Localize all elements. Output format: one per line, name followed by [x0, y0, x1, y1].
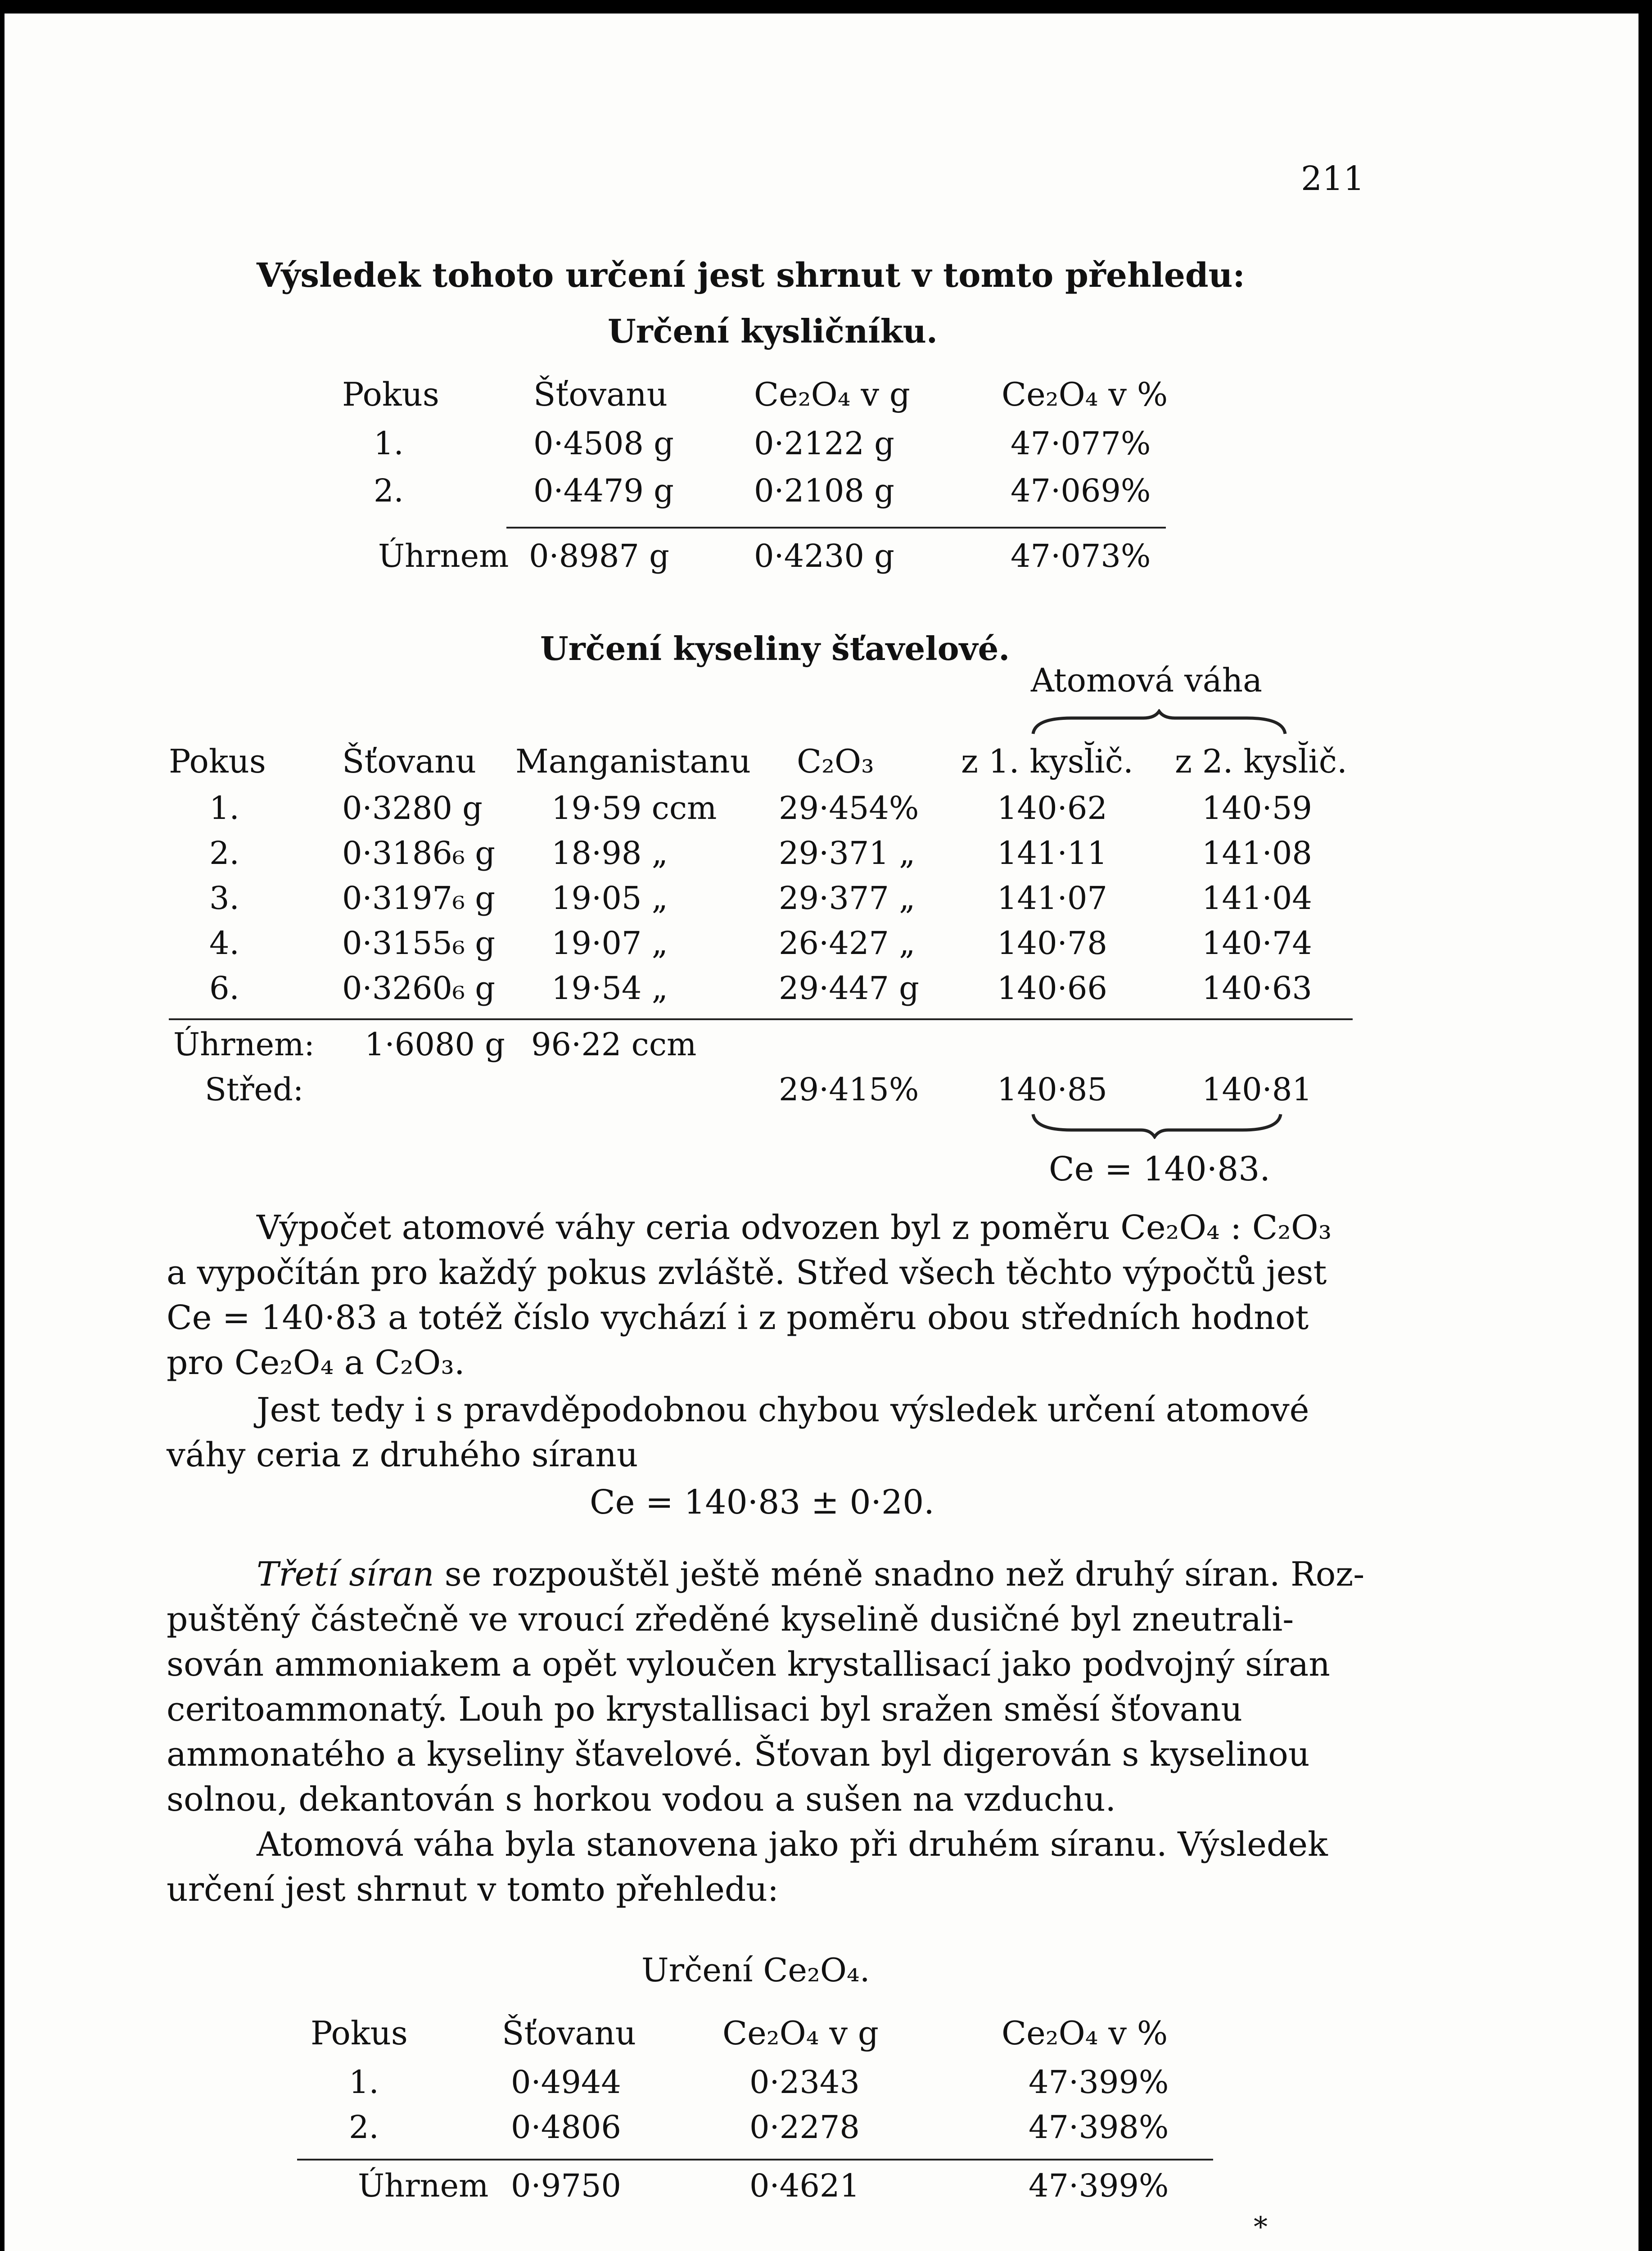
ce-result: Ce = 140·83.: [1049, 1150, 1270, 1189]
text-line: váhy ceria z druhého síranu: [167, 1436, 638, 1474]
table-cell: 0·4944: [511, 2064, 621, 2101]
table-cell: 140·66: [997, 970, 1107, 1007]
oxalic-header-pokus: Pokus: [169, 742, 266, 780]
third-table-title: Určení Ce₂O₄.: [641, 1951, 870, 1989]
oxalic-total-label: Úhrnem:: [173, 1026, 315, 1063]
table-row: 1.: [374, 425, 404, 462]
third-header-pct: Ce₂O₄ v %: [1002, 2014, 1168, 2052]
text-line: určení jest shrnut v tomto přehledu:: [167, 1870, 779, 1909]
table-row: 2.: [374, 472, 404, 509]
oxalic-header-z2: z 2. kysl̆ič.: [1175, 742, 1347, 780]
table-cell: 26·427 „: [779, 925, 916, 962]
table-cell: 141·07: [997, 880, 1107, 917]
group-brace: [1031, 709, 1287, 736]
third-total-rule: [297, 2159, 1213, 2161]
atomic-weight-group-header: Atomová váha: [1031, 661, 1263, 699]
table-row: 6.: [209, 970, 239, 1007]
table-cell: 96·22 ccm: [531, 1026, 697, 1063]
text-line: ammonatého a kyseliny šťavelové. Šťovan byl digerován s kyselinou: [167, 1735, 1310, 1774]
table-cell: 140·81: [1202, 1071, 1312, 1108]
text-line: Atomová váha byla stanovena jako při druhém síranu. Výsledek: [257, 1825, 1328, 1864]
oxide-total-rule: [506, 527, 1166, 529]
text-line: puštěný částečně ve vroucí zředěné kyselině dusičné byl zneutrali-: [167, 1600, 1294, 1639]
table-cell: 0·3260₆ g: [342, 970, 496, 1007]
third-header-ce2o4: Ce₂O₄ v g: [722, 2014, 879, 2052]
table-cell: 0·4806: [511, 2109, 621, 2146]
table-row: 1.: [349, 2064, 379, 2101]
formula: Ce = 140·83 ± 0·20.: [590, 1483, 934, 1522]
third-header-pokus: Pokus: [311, 2014, 408, 2052]
table-cell: 0·8987 g: [529, 538, 669, 574]
table-cell: 140·78: [997, 925, 1107, 962]
text-line: [257, 1555, 1365, 1594]
table-cell: 29·415%: [779, 1071, 919, 1108]
table-cell: 29·454%: [779, 790, 919, 827]
intro-text: Výsledek tohoto určení jest shrnut v tomto přehledu:: [257, 256, 1245, 295]
page-number: 211: [1301, 159, 1365, 198]
text-line: Ce = 140·83 a totéž číslo vychází i z poměru obou středních hodnot: [167, 1298, 1309, 1337]
table-cell: 141·04: [1202, 880, 1312, 917]
table-cell: 19·54 „: [551, 970, 668, 1007]
table-cell: 0·4508 g: [533, 425, 674, 462]
table-cell: 140·63: [1202, 970, 1312, 1007]
table-cell: 0·4621: [749, 2167, 860, 2204]
table-cell: 0·3155₆ g: [342, 925, 496, 962]
table-cell: 47·399%: [1029, 2167, 1169, 2204]
oxalic-header-z1: z 1. kysl̆ič.: [961, 742, 1133, 780]
oxide-header-pct: Ce₂O₄ v %: [1002, 375, 1168, 413]
table-row: 1.: [209, 790, 239, 827]
table-cell: 140·85: [997, 1071, 1107, 1108]
text-line: sován ammoniakem a opět vyloučen krystallisací jako podvojný síran: [167, 1645, 1330, 1684]
text-line: pro Ce₂O₄ a C₂O₃.: [167, 1343, 465, 1382]
table-cell: 0·2343: [749, 2064, 860, 2101]
text-line: Výpočet atomové váhy ceria odvozen byl z poměru Ce₂O₄ : C₂O₃: [257, 1208, 1332, 1247]
table-cell: 47·398%: [1029, 2109, 1169, 2146]
table-cell: 18·98 „: [551, 835, 668, 872]
oxalic-total-rule: [169, 1018, 1353, 1020]
third-total-label: Úhrnem: [358, 2167, 489, 2204]
table-cell: 29·447 g: [779, 970, 919, 1007]
oxalic-table-title: Určení kyseliny šťavelové.: [540, 629, 1010, 668]
italic-lead: Třetí síran: [257, 1555, 434, 1594]
table-cell: 0·3280 g: [342, 790, 483, 827]
oxide-header-stovanu: Šťovanu: [533, 375, 668, 413]
table-cell: 19·59 ccm: [551, 790, 717, 827]
table-cell: 29·371 „: [779, 835, 916, 872]
text-line: Jest tedy i s pravděpodobnou chybou výsledek určení atomové: [257, 1391, 1309, 1429]
table-cell: 47·077%: [1011, 425, 1151, 462]
text-line: a vypočítán pro každý pokus zvláště. Střed všech těchto výpočtů jest: [167, 1253, 1327, 1292]
table-row: 2.: [209, 835, 239, 872]
table-cell: 141·11: [997, 835, 1107, 872]
table-cell: 0·9750: [511, 2167, 621, 2204]
table-cell: 141·08: [1202, 835, 1312, 872]
table-cell: 0·2278: [749, 2109, 860, 2146]
table-row: 3.: [209, 880, 239, 917]
table-cell: 29·377 „: [779, 880, 916, 917]
table-cell: 19·05 „: [551, 880, 668, 917]
oxalic-header-mn: Manganistanu: [515, 742, 751, 780]
table-cell: 0·3186₆ g: [342, 835, 496, 872]
table-cell: 140·59: [1202, 790, 1312, 827]
table-cell: 0·2122 g: [754, 425, 894, 462]
table-cell: 0·4230 g: [754, 538, 894, 574]
oxide-header-ce2o4: Ce₂O₄ v g: [754, 375, 910, 413]
table-cell: 47·069%: [1011, 472, 1151, 509]
table-cell: 140·62: [997, 790, 1107, 827]
table-cell: 0·3197₆ g: [342, 880, 496, 917]
table-cell: 1·6080 g: [365, 1026, 505, 1063]
table-cell: 47·399%: [1029, 2064, 1169, 2101]
third-header-stovanu: Šťovanu: [502, 2014, 636, 2052]
mean-brace: [1031, 1112, 1283, 1139]
oxide-total-label: Úhrnem: [378, 538, 509, 574]
oxide-header-pokus: Pokus: [342, 375, 439, 413]
table-cell: 140·74: [1202, 925, 1312, 962]
table-cell: 19·07 „: [551, 925, 668, 962]
table-cell: 0·4479 g: [533, 472, 674, 509]
table-row: 4.: [209, 925, 239, 962]
table-cell: 47·073%: [1011, 538, 1151, 574]
oxide-table-title: Určení kysličníku.: [608, 312, 938, 350]
oxalic-mean-label: Střed:: [205, 1071, 304, 1108]
text-line: solnou, dekantován s horkou vodou a sušen na vzduchu.: [167, 1780, 1116, 1819]
table-row: 2.: [349, 2109, 379, 2146]
asterisk-mark: *: [1254, 2210, 1268, 2243]
text-span: se rozpouštěl ještě méně snadno než druhý síran. Roz-: [434, 1555, 1365, 1594]
page: [5, 14, 1638, 2251]
text-line: ceritoammonatý. Louh po krystallisaci byl sražen směsí šťovanu: [167, 1690, 1243, 1729]
table-cell: 0·2108 g: [754, 472, 894, 509]
oxalic-header-c2o3: C₂O₃: [797, 742, 874, 780]
oxalic-header-stovanu: Šťovanu: [342, 742, 476, 780]
